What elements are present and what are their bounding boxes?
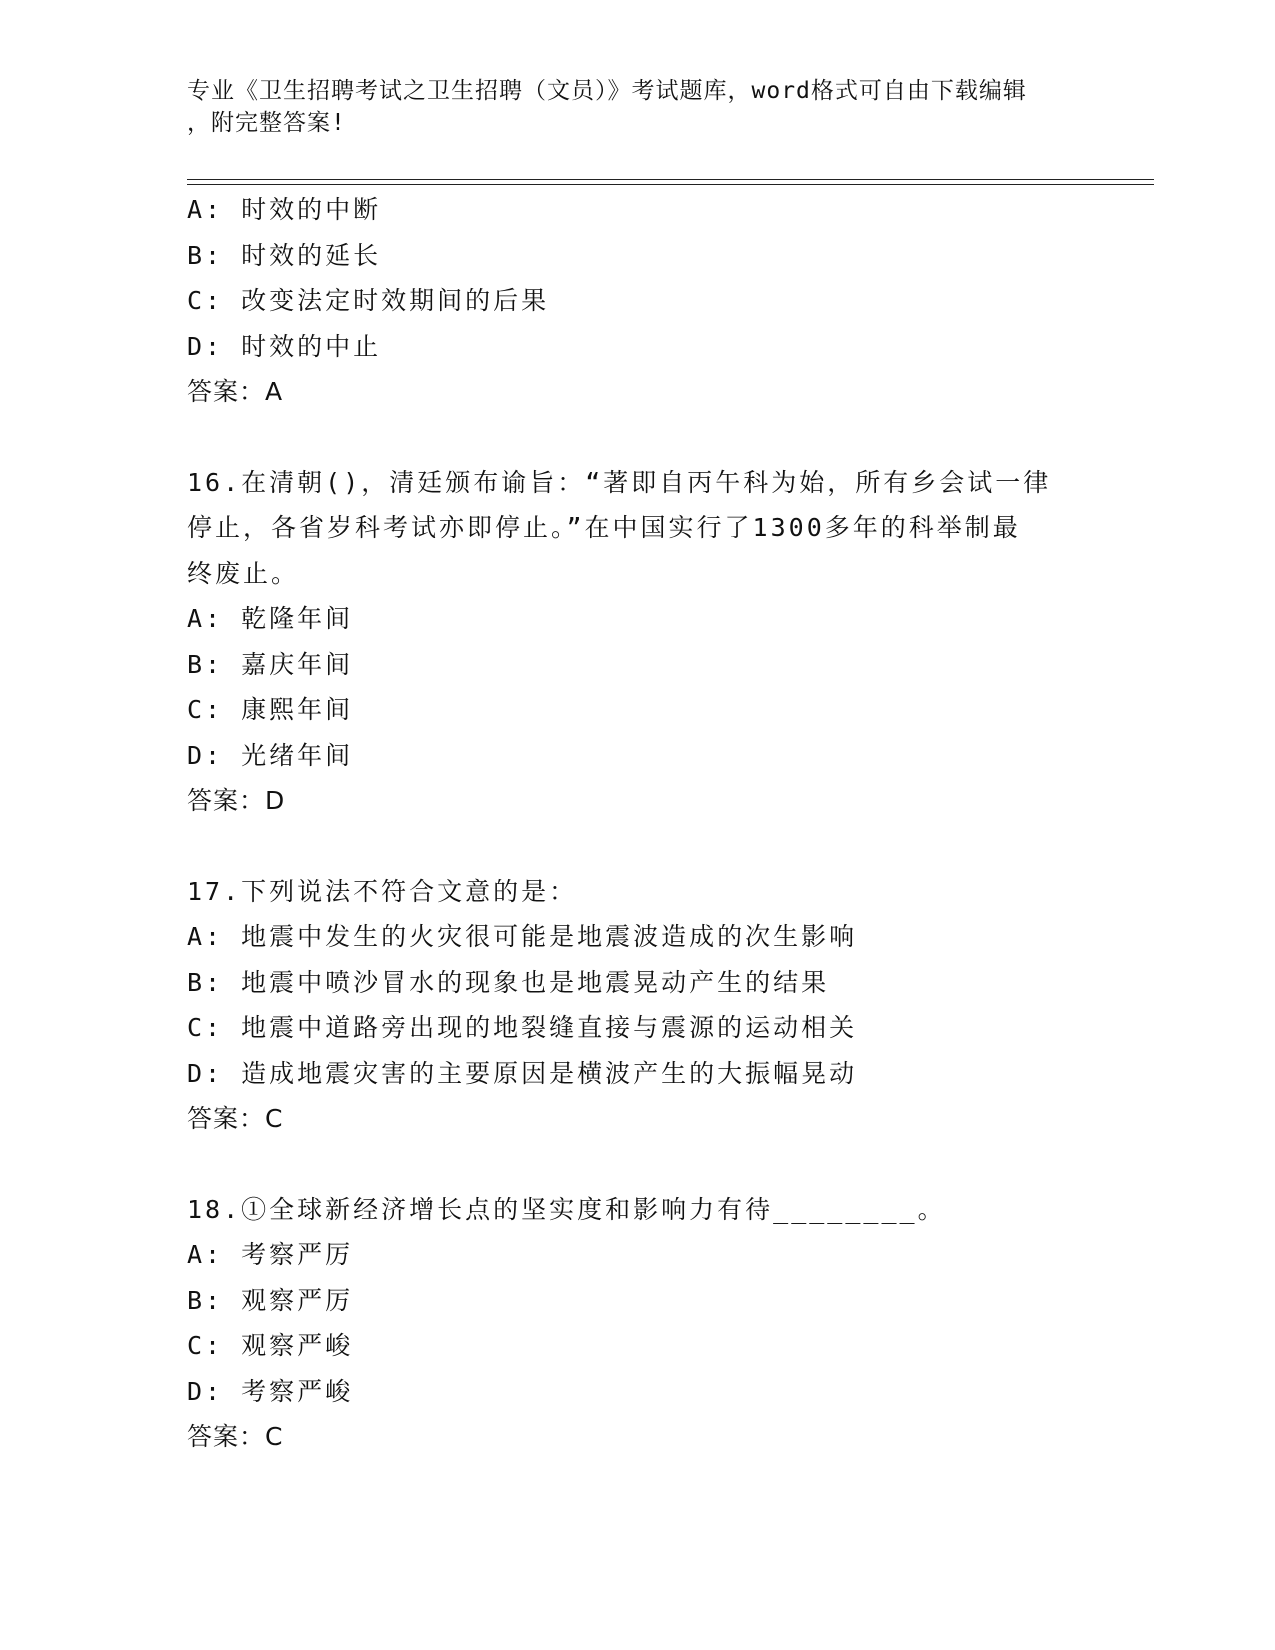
- question-16: [187, 460, 1087, 824]
- question-stem-line: 停止，各省岁科考试亦即停止。”在中国实行了1300多年的科举制最: [187, 513, 1021, 542]
- question-list: [187, 187, 1087, 1460]
- spacer: [187, 415, 1087, 460]
- option-d: D: 造成地震灾害的主要原因是横波产生的大振幅晃动: [187, 1058, 858, 1088]
- question-15: [187, 187, 1087, 415]
- question-stem-line: 16.在清朝()，清廷颁布谕旨：“著即自丙午科为始，所有乡会试一律: [187, 467, 1052, 497]
- question-stem: 17.下列说法不符合文意的是：: [187, 876, 578, 906]
- answer: 答案：A: [187, 377, 284, 406]
- option-c: C: 康熙年间: [187, 695, 354, 724]
- answer: 答案：D: [187, 786, 286, 815]
- option-c: C: 改变法定时效期间的后果: [187, 286, 550, 315]
- header-divider: [187, 179, 1154, 185]
- option-c: C: 观察严峻: [187, 1331, 354, 1360]
- question-stem-line: 终废止。: [187, 558, 300, 588]
- answer: 答案：C: [187, 1422, 284, 1451]
- option-a: A: 考察严厉: [187, 1240, 354, 1269]
- option-b: B: 时效的延长: [187, 240, 382, 270]
- question-17: [187, 869, 1087, 1142]
- option-d: D: 光绪年间: [187, 740, 354, 770]
- option-d: D: 时效的中止: [187, 331, 382, 361]
- spacer: [187, 824, 1087, 869]
- option-a: A: 地震中发生的火灾很可能是地震波造成的次生影响: [187, 922, 858, 951]
- option-b: B: 地震中喷沙冒水的现象也是地震晃动产生的结果: [187, 967, 830, 997]
- option-b: B: 嘉庆年间: [187, 649, 354, 679]
- question-stem: 18.①全球新经济增长点的坚实度和影响力有待________。: [187, 1194, 946, 1224]
- option-a: A: 乾隆年间: [187, 604, 354, 633]
- question-18: [187, 1187, 1087, 1460]
- option-d: D: 考察严峻: [187, 1376, 354, 1406]
- document-header: [187, 75, 1087, 139]
- header-line-1: 专业《卫生招聘考试之卫生招聘（文员）》考试题库，word格式可自由下载编辑: [187, 78, 1027, 104]
- spacer: [187, 1142, 1087, 1187]
- option-b: B: 观察严厉: [187, 1285, 354, 1315]
- option-a: A: 时效的中断: [187, 195, 382, 224]
- option-c: C: 地震中道路旁出现的地裂缝直接与震源的运动相关: [187, 1013, 858, 1042]
- header-line-2: ，附完整答案!: [187, 110, 346, 136]
- answer: 答案：C: [187, 1104, 284, 1133]
